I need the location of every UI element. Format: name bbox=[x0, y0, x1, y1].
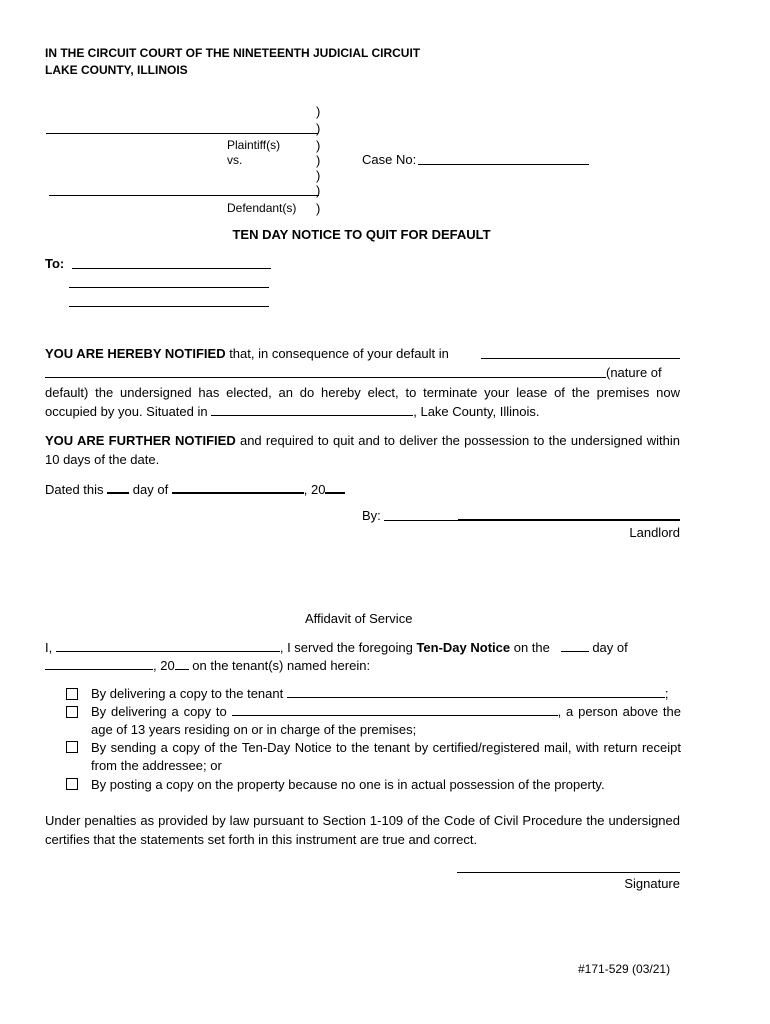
case-no-field[interactable] bbox=[418, 164, 589, 165]
plaintiff-label: Plaintiff(s) bbox=[227, 138, 281, 152]
to-line-2[interactable] bbox=[69, 287, 269, 288]
to-label: To: bbox=[45, 256, 65, 271]
dated-year-prefix: , 20 bbox=[303, 482, 326, 497]
server-name-field[interactable] bbox=[56, 639, 280, 652]
caption-paren: ) bbox=[316, 153, 321, 168]
service-year-prefix: , 20 bbox=[153, 658, 175, 673]
hereby-notified: YOU ARE HEREBY NOTIFIED bbox=[45, 346, 226, 361]
dated-line bbox=[45, 480, 345, 497]
signature-label: Signature bbox=[624, 876, 680, 891]
affidavit-mid: , I served the foregoing bbox=[279, 640, 417, 655]
tenant-name-field[interactable] bbox=[287, 685, 665, 698]
service-year-field[interactable] bbox=[175, 657, 189, 670]
dated-day-field[interactable] bbox=[107, 480, 129, 494]
to-line-1[interactable] bbox=[72, 268, 271, 269]
option-2-text: By delivering a copy to bbox=[91, 704, 232, 719]
option-4-text: By posting a copy on the property because no one is in actual possession of the property. bbox=[91, 777, 605, 792]
notice-text-2: default) the undersigned has elected, an do hereby elect, to terminate your lease of the premises now occupied by you. Situated in bbox=[45, 385, 680, 419]
option-4 bbox=[91, 776, 681, 794]
landlord-signature-line-2[interactable] bbox=[458, 519, 680, 521]
caption-paren: ) bbox=[316, 138, 321, 153]
premises-location-field[interactable] bbox=[211, 403, 413, 416]
nature-label: (nature of bbox=[606, 365, 662, 380]
affidavit-line-2 bbox=[45, 657, 370, 673]
option-checkbox-2[interactable] bbox=[66, 706, 78, 718]
defendant-line[interactable] bbox=[49, 195, 319, 196]
signature-line[interactable] bbox=[457, 872, 680, 873]
recipient-name-field[interactable] bbox=[232, 703, 558, 716]
case-no-label: Case No: bbox=[362, 152, 417, 167]
affidavit-on: on the bbox=[510, 640, 554, 655]
caption-paren: ) bbox=[316, 168, 321, 183]
option-checkbox-4[interactable] bbox=[66, 778, 78, 790]
form-number: #171-529 (03/21) bbox=[578, 962, 671, 976]
notice-text-3: , Lake County, Illinois. bbox=[413, 404, 540, 419]
option-2 bbox=[91, 703, 681, 739]
dated-month-field[interactable] bbox=[172, 480, 304, 494]
option-1-end: ; bbox=[664, 686, 669, 701]
court-name: IN THE CIRCUIT COURT OF THE NINETEENTH JUDICIAL CIRCUIT bbox=[45, 46, 421, 60]
notice-text-4: and required to quit and to deliver the possession to the undersigned within 10 days of the date. bbox=[45, 433, 680, 467]
affidavit-day-of: day of bbox=[588, 640, 628, 655]
notice-text-1: that, in consequence of your default in bbox=[225, 346, 449, 361]
by-label: By: bbox=[362, 508, 381, 523]
plaintiff-line[interactable] bbox=[46, 133, 318, 134]
dated-year-field[interactable] bbox=[325, 480, 345, 494]
ten-day-notice-ref: Ten-Day Notice bbox=[416, 640, 511, 655]
affidavit-line-1 bbox=[45, 639, 628, 655]
option-1-text: By delivering a copy to the tenant bbox=[91, 686, 287, 701]
caption-paren: ) bbox=[316, 104, 321, 119]
default-field[interactable] bbox=[481, 358, 680, 359]
to-line-3[interactable] bbox=[69, 306, 269, 307]
notice-title: TEN DAY NOTICE TO QUIT FOR DEFAULT bbox=[232, 227, 491, 242]
notice-line-1 bbox=[45, 346, 449, 361]
option-checkbox-3[interactable] bbox=[66, 741, 78, 753]
service-month-field[interactable] bbox=[45, 657, 153, 670]
affidavit-title: Affidavit of Service bbox=[305, 611, 413, 626]
further-notice-paragraph bbox=[45, 431, 680, 469]
service-day-field[interactable] bbox=[561, 639, 589, 652]
notice-paragraph-cont bbox=[45, 383, 680, 421]
caption-paren: ) bbox=[316, 121, 321, 136]
default-field-cont[interactable] bbox=[45, 377, 606, 378]
defendant-label: Defendant(s) bbox=[227, 201, 297, 215]
affidavit-line-2-end: on the tenant(s) named herein: bbox=[188, 658, 371, 673]
option-2-end: , a person above the age of 13 years residing on or in charge of the premises; bbox=[91, 704, 682, 737]
option-1 bbox=[91, 685, 681, 703]
caption-paren: ) bbox=[316, 201, 321, 216]
vs-label: vs. bbox=[227, 153, 243, 167]
dated-day-of: day of bbox=[129, 482, 172, 497]
further-notified: YOU ARE FURTHER NOTIFIED bbox=[45, 433, 236, 448]
landlord-label: Landlord bbox=[629, 525, 680, 540]
option-checkbox-1[interactable] bbox=[66, 688, 78, 700]
penalty-statement: Under penalties as provided by law pursuant to Section 1-109 of the Code of Civil Procedure the undersigned certifies that the statements set forth in this instrument are true and correct. bbox=[45, 813, 680, 847]
landlord-signature-line-1[interactable] bbox=[384, 520, 458, 521]
affidavit-i: I, bbox=[45, 640, 56, 655]
dated-prefix: Dated this bbox=[45, 482, 108, 497]
caption-paren: ) bbox=[316, 183, 321, 198]
county-name: LAKE COUNTY, ILLINOIS bbox=[45, 63, 188, 77]
option-3 bbox=[91, 739, 681, 775]
option-3-text: By sending a copy of the Ten-Day Notice to the tenant by certified/registered mail, with return receipt from the addressee; or bbox=[91, 740, 681, 773]
